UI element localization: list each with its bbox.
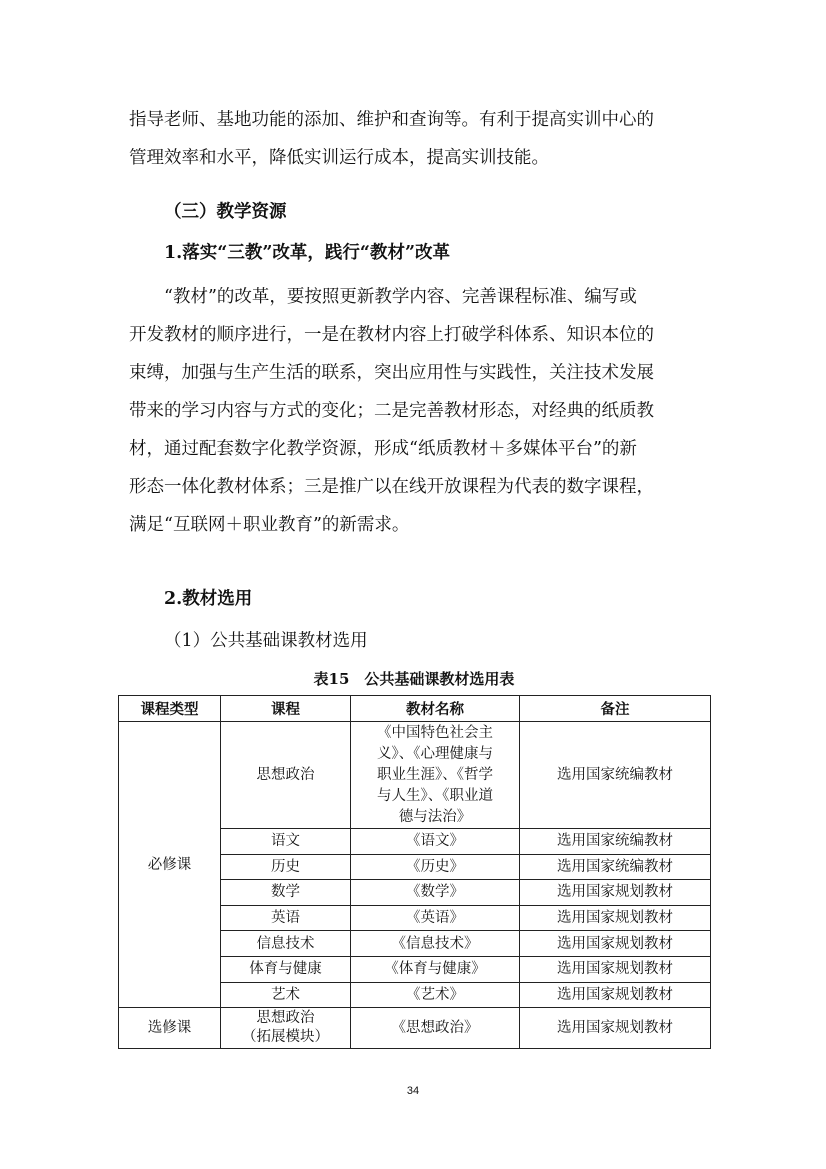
textbook-cell: 《语文》 (351, 829, 520, 855)
textbook-cell: 《体育与健康》 (351, 956, 520, 982)
note-cell: 选用国家统编教材 (520, 722, 711, 829)
intro-paragraph (129, 101, 709, 177)
text-line: 指导老师、基地功能的添加、维护和查询等。有利于提高实训中心的 (129, 110, 654, 130)
note-cell: 选用国家统编教材 (520, 829, 711, 855)
course-line: （拓展模块） (242, 1029, 329, 1046)
note-cell: 选用国家规划教材 (520, 931, 711, 957)
textbook-cell: 《英语》 (351, 905, 520, 931)
course-type-elective: 选修课 (119, 1008, 221, 1049)
header-textbook: 教材名称 (351, 696, 520, 722)
textbook-cell: 《艺术》 (351, 982, 520, 1008)
textbook-reform-paragraph (129, 278, 709, 544)
textbook-line: 义》、《心理健康与 (377, 745, 493, 762)
note-cell: 选用国家规划教材 (520, 905, 711, 931)
note-cell: 选用国家规划教材 (520, 982, 711, 1008)
text-line: 材，通过配套数字化教学资源，形成“纸质教材＋多媒体平台”的新 (129, 439, 637, 459)
course-cell: 历史 (221, 854, 351, 880)
note-cell: 选用国家规划教材 (520, 880, 711, 906)
table-row (119, 1008, 711, 1049)
text-line: 束缚，加强与生产生活的联系，突出应用性与实践性，关注技术发展 (129, 363, 654, 383)
course-cell: 数学 (221, 880, 351, 906)
heading-2: 2.教材选用 (164, 589, 253, 609)
header-course-type: 课程类型 (119, 696, 221, 722)
course-line: 思想政治 (256, 1010, 315, 1027)
section-heading: （三）教学资源 (164, 202, 287, 222)
course-cell: 思想政治 (221, 722, 351, 829)
textbook-table (118, 695, 711, 1049)
sub-heading: （1）公共基础课教材选用 (164, 631, 368, 651)
textbook-line: 与人生》、《职业道 (377, 787, 493, 804)
course-cell: 语文 (221, 829, 351, 855)
table-header-row (119, 696, 711, 722)
table-caption: 表15 公共基础课教材选用表 (313, 670, 515, 688)
header-note: 备注 (520, 696, 711, 722)
textbook-line: 职业生涯》、《哲学 (377, 766, 493, 783)
page-number: 34 (406, 1085, 420, 1097)
text-line: “教材”的改革，要按照更新教学内容、完善课程标准、编写或 (164, 287, 637, 307)
textbook-cell: 《信息技术》 (351, 931, 520, 957)
course-cell: 艺术 (221, 982, 351, 1008)
header-course: 课程 (221, 696, 351, 722)
text-line: 管理效率和水平，降低实训运行成本，提高实训技能。 (129, 148, 549, 168)
textbook-cell: 《历史》 (351, 854, 520, 880)
text-line: 形态一体化教材体系；三是推广以在线开放课程为代表的数字课程， (129, 477, 654, 497)
heading-1: 1.落实“三教”改革，践行“教材”改革 (164, 243, 451, 263)
textbook-cell: 《数学》 (351, 880, 520, 906)
textbook-cell (351, 722, 520, 829)
note-cell: 选用国家规划教材 (520, 956, 711, 982)
text-line: 带来的学习内容与方式的变化；二是完善教材形态，对经典的纸质教 (129, 401, 654, 421)
note-cell: 选用国家统编教材 (520, 854, 711, 880)
course-type-required: 必修课 (119, 722, 221, 1008)
note-cell: 选用国家规划教材 (520, 1008, 711, 1049)
textbook-line: 德与法治》 (398, 808, 472, 825)
textbook-cell: 《思想政治》 (351, 1008, 520, 1049)
course-cell: 体育与健康 (221, 956, 351, 982)
course-cell (221, 1008, 351, 1049)
table-row (119, 722, 711, 829)
text-line: 满足“互联网＋职业教育”的新需求。 (129, 515, 410, 535)
textbook-line: 《中国特色社会主 (377, 724, 493, 741)
text-line: 开发教材的顺序进行，一是在教材内容上打破学科体系、知识本位的 (129, 325, 654, 345)
course-cell: 英语 (221, 905, 351, 931)
course-cell: 信息技术 (221, 931, 351, 957)
